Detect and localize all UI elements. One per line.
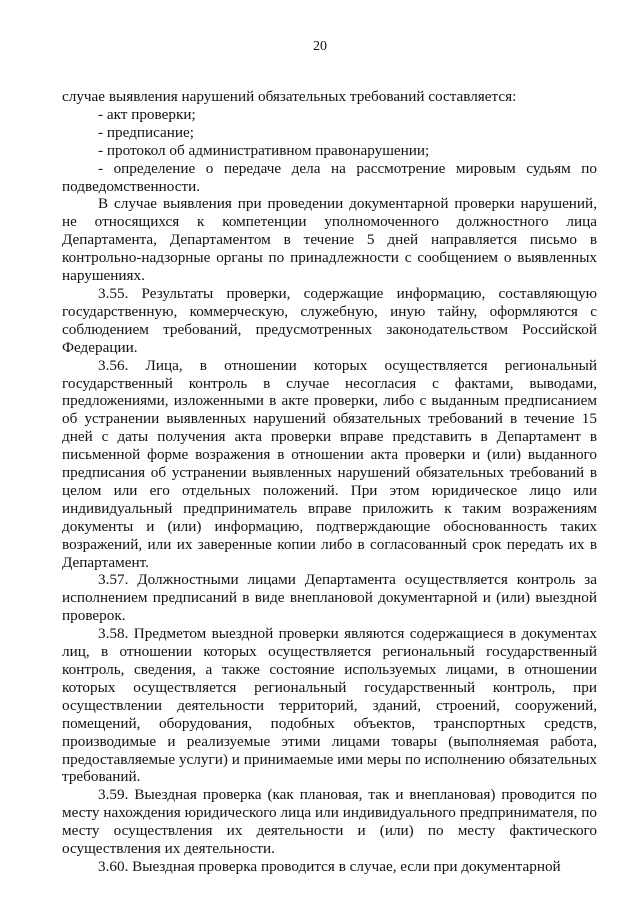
paragraph-documentary-check: В случае выявления при проведении документарной проверки нарушений, не относящихся к компетенции уполномоченного должностного лица Департамента, Департаментом в течение 5 дней направляется письмо в контрольно-надзорные органы по принадлежности с сообщением о выявленных нарушениях. [62,195,597,285]
paragraph-3-57: 3.57. Должностными лицами Департамента осуществляется контроль за исполнением предписаний в виде внеплановой документарной и (или) выездной проверок. [62,571,597,625]
page-number: 20 [313,39,327,54]
paragraph-3-59: 3.59. Выездная проверка (как плановая, так и внеплановая) проводится по месту нахождения юридического лица или индивидуального предпринимателя, по месту осуществления их деятельности и (или) по месту фактического осуществления их деятельности. [62,786,597,858]
list-item-ruling: - определение о передаче дела на рассмотрение мировым судьям по подведомственности. [62,159,597,195]
paragraph-3-58: 3.58. Предметом выездной проверки являются содержащиеся в документах лиц, в отношении которых осуществляется региональный государственный контроль, сведения, а также состояние используемых лицами, в отношении которых осуществляется региональный государственный контроль, при осуществлении деятельности территорий, зданий, строений, сооружений, помещений, оборудования, подобных объектов, транспортных средств, производимые и реализуемые этими лицами товары (выполняемая работа, предоставляемые услуги) и принимаемые ими меры по исполнению обязательных требований. [62,625,597,786]
paragraph-3-55: 3.55. Результаты проверки, содержащие информацию, составляющую государственную, коммерческую, служебную, иную тайну, оформляются с соблюдением требований, предусмотренных законодательством Российской Федерации. [62,284,597,356]
list-item-protocol: - протокол об административном правонарушении; [98,141,430,159]
list-item-order: - предписание; [98,123,194,141]
paragraph-3-60: 3.60. Выездная проверка проводится в случае, если при документарной [98,857,561,875]
paragraph-3-56: 3.56. Лица, в отношении которых осуществляется региональный государственный контроль в случае несогласия с фактами, выводами, предложениями, изложенными в акте проверки, либо с выданным предписанием об устранении выявленных нарушений обязательных требований в течение 15 дней с даты получения акта проверки вправе представить в Департамент в письменной форме возражения в отношении акта проверки и (или) выданного предписания об устранении выявленных нарушений обязательных требований в целом или его отдельных положений. При этом юридическое лицо или индивидуальный предприниматель вправе приложить к таким возражениям документы и (или) информацию, подтверждающие обоснованность таких возражений, или их заверенные копии либо в согласованный срок передать их в Департамент. [62,356,597,571]
list-item-act: - акт проверки; [98,105,196,123]
paragraph-intro: случае выявления нарушений обязательных требований составляется: [62,88,517,105]
document-body [62,88,597,876]
